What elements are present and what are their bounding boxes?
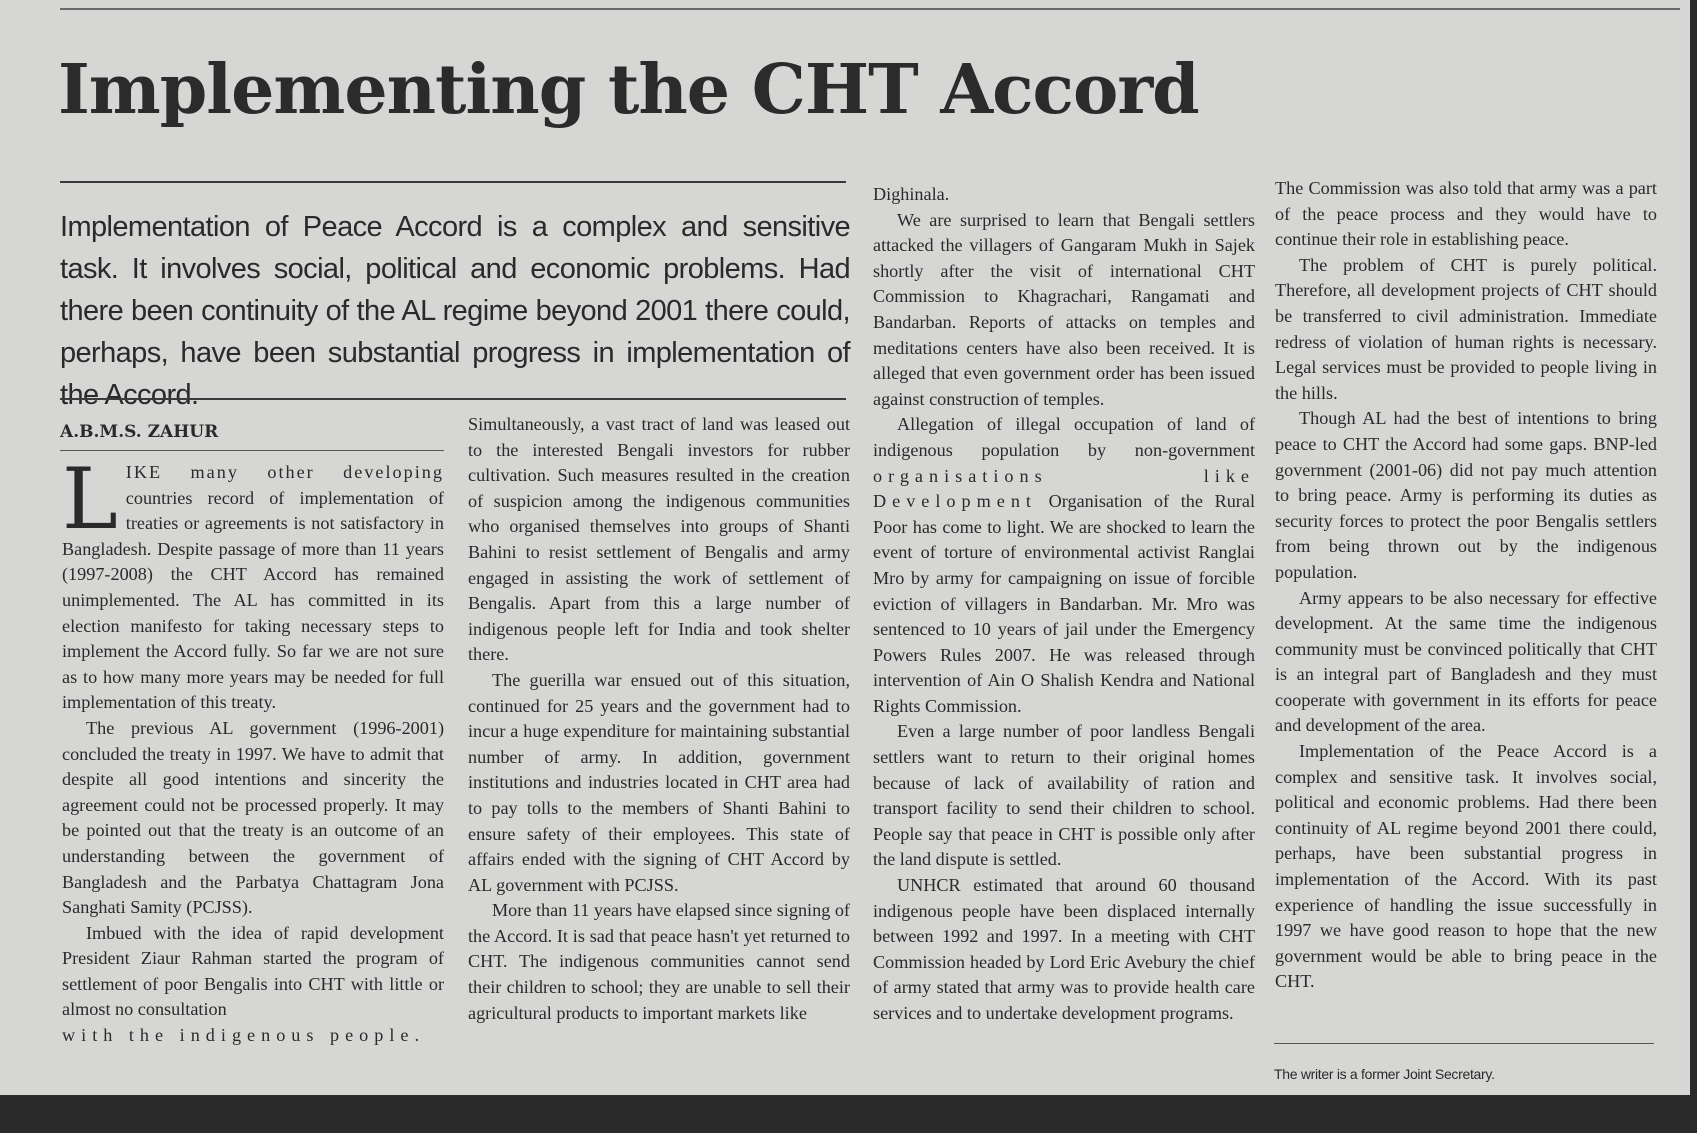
paragraph-text: organisations like Development — [873, 465, 1255, 512]
paragraph: Army appears to be also necessary for effective development. At the same time the indigenous community must be convinced politically that CHT is an integral part of Bangladesh and they must cooperate with government in its efforts for peace and development of the area. — [1275, 587, 1657, 736]
article-column-3 — [873, 182, 1255, 1027]
paragraph-lead: IKE many other developing — [125, 462, 444, 482]
paragraph: Dighinala. — [873, 184, 950, 204]
paragraph-text: Allegation of illegal occupation of land of indigenous population by non-government — [873, 414, 1255, 460]
paragraph-end: with the indigenous people. — [62, 1025, 426, 1046]
author-footnote: The writer is a former Joint Secretary. — [1274, 1066, 1495, 1082]
footnote-rule — [1274, 1043, 1654, 1044]
paragraph-text: Organisation of the Rural Poor has come to light. We are shocked to learn the event of torture of environmental activist Ranglai Mro by army for campaigning on issue of forcible eviction of villagers in Bandarban. Mr. Mro was sentenced to 10 years of jail under the Emergency Powers Rules 2007. He was released through intervention of Ain O Shalish Kendra and National Rights Commission. — [873, 491, 1255, 716]
article-column-4 — [1275, 176, 1657, 995]
paragraph: The previous AL government (1996-2001) concluded the treaty in 1997. We have to admit that despite all good intentions and sincerity the agreement could not be processed properly. It may be pointed out that the treaty is an outcome of an understanding between the government of Bangladesh and the Parbatya Chattagram Jona Sanghati Samity (PCJSS). — [62, 717, 444, 918]
deck-top-rule — [60, 181, 846, 183]
paragraph: Even a large number of poor landless Bengali settlers want to return to their original homes because of lack of availability of ration and transport facility to send their children to school. People say that peace in CHT is possible only after the land dispute is settled. — [873, 721, 1255, 870]
article-column-2 — [468, 412, 850, 1026]
deck-summary: Implementation of Peace Accord is a complex and sensitive task. It involves social, political and economic problems. Had there been continuity of the AL regime beyond 2001 there could, perhaps, have been substantial progress in implementation of the Accord. — [60, 211, 850, 411]
paragraph: The Commission was also told that army was a part of the peace process and they would have to continue their role in establishing peace. — [1275, 178, 1657, 250]
paragraph: Imbued with the idea of rapid development President Ziaur Rahman started the program of settlement of poor Bengalis into CHT with little or almost no consultation — [62, 922, 444, 1020]
paragraph: Though AL had the best of intentions to bring peace to CHT the Accord had some gaps. BNP-led government (2001-06) did not pay much attention to bring peace. Army is performing its duties as security forces to protect the poor Bengalis settlers from being thrown out by the indigenous population. — [1275, 408, 1657, 582]
paragraph: Implementation of the Peace Accord is a complex and sensitive task. It involves social, political and economic problems. Had there been continuity of AL regime beyond 2001 there could, perhaps, have been substantial progress in implementation of the Accord. With its past experience of handling the issue successfully in 1997 we have good reason to hope that the new government would be able to bring peace in the CHT. — [1275, 741, 1657, 992]
paragraph-text: countries record of implementation of treaties or agreements is not satisfactory in Bangladesh. Despite passage of more than 11 years (1997-2008) the CHT Accord has remained unimplemented. The AL has committed in its election manifesto for taking necessary steps to implement the Accord fully. So far we are not sure as to how many more years may be needed for full implementation of this treaty. — [62, 487, 444, 713]
paragraph — [873, 412, 1255, 719]
paragraph — [62, 450, 444, 716]
paragraph: We are surprised to learn that Bengali settlers attacked the villagers of Gangaram Mukh in Sajek shortly after the visit of international CHT Commission to Khagrachari, Rangamati and Bandarban. Reports of attacks on temples and meditations centers have also been received. It is alleged that even government order has been issued against construction of temples. — [873, 209, 1255, 409]
deck-bottom-rule — [60, 398, 846, 400]
paragraph: UNHCR estimated that around 60 thousand indigenous people have been displaced internally between 1992 and 1997. In a meeting with CHT Commission headed by Lord Eric Avebury the chief of army stated that army was to provide health care services and to undertake development programs. — [873, 875, 1255, 1023]
paragraph: Simultaneously, a vast tract of land was leased out to the interested Bengali investors for rubber cultivation. Such measures resulted in the creation of suspicion among the indigenous communities who organised themselves into groups of Shanti Bahini to resist settlement of Bengalis and army engaged in assisting the work of settlement of Bengalis. Apart from this a large number of indigenous people left for India and took shelter there. — [468, 414, 850, 665]
drop-cap: L — [62, 450, 118, 548]
paragraph: More than 11 years have elapsed since signing of the Accord. It is sad that peace hasn't yet returned to CHT. The indigenous communities cannot send their children to school; they are unable to sell their agricultural products to important markets like — [468, 900, 850, 1023]
paragraph: The problem of CHT is purely political. Therefore, all development projects of CHT should be transferred to civil administration. Immediate redress of violation of human rights is necessary. Legal services must be provided to people living in the hills. — [1275, 254, 1657, 403]
top-rule — [60, 8, 1680, 10]
byline: A.B.M.S. ZAHUR — [60, 422, 444, 451]
article-column-1 — [62, 450, 444, 1049]
paragraph: The guerilla war ensued out of this situation, continued for 25 years and the government had to incur a huge expenditure for maintaining substantial number of army. In addition, government institutions and industries located in CHT area had to pay tolls to the members of Shanti Bahini to ensure safety of their employees. This state of affairs ended with the signing of CHT Accord by AL government with PCJSS. — [468, 669, 850, 895]
headline: Implementing the CHT Accord — [58, 50, 1199, 130]
